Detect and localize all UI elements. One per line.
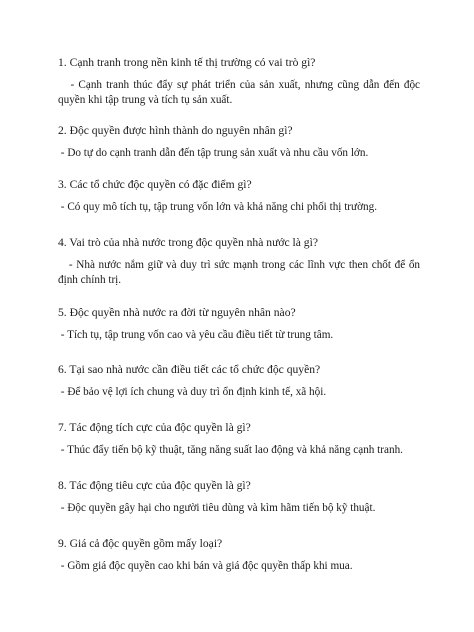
qa-item-7 bbox=[58, 421, 420, 458]
question-2: 2. Độc quyền được hình thành do nguyên nhân gì? bbox=[58, 124, 293, 137]
qa-item-3 bbox=[58, 178, 420, 215]
answer-1: - Cạnh tranh thúc đẩy sự phát triển của sản xuất, nhưng cũng dẫn đến độc quyền khi tập trung và tích tụ sản xuất. bbox=[58, 79, 423, 106]
qa-item-4 bbox=[58, 236, 423, 287]
question-3: 3. Các tổ chức độc quyền có đặc điểm gì? bbox=[58, 178, 252, 191]
qa-item-9 bbox=[58, 537, 420, 574]
qa-item-5 bbox=[58, 306, 420, 343]
question-1: 1. Cạnh tranh trong nền kinh tế thị trường có vai trò gì? bbox=[58, 56, 316, 69]
answer-5: - Tích tụ, tập trung vốn cao và yêu cầu điều tiết từ trung tâm. bbox=[58, 329, 334, 341]
answer-3: - Có quy mô tích tụ, tập trung vốn lớn và khả năng chi phối thị trường. bbox=[58, 201, 377, 213]
question-8: 8. Tác động tiêu cực của độc quyền là gì? bbox=[58, 479, 251, 492]
question-5: 5. Độc quyền nhà nước ra đời từ nguyên nhân nào? bbox=[58, 306, 296, 319]
question-6: 6. Tại sao nhà nước cần điều tiết các tổ chức độc quyền? bbox=[58, 363, 321, 376]
answer-7: - Thúc đẩy tiến bộ kỹ thuật, tăng năng suất lao động và khả năng cạnh tranh. bbox=[58, 444, 403, 456]
qa-item-1 bbox=[58, 56, 423, 107]
qa-item-6 bbox=[58, 363, 420, 400]
answer-6: - Để bảo vệ lợi ích chung và duy trì ổn định kinh tế, xã hội. bbox=[58, 386, 327, 398]
answer-9: - Gồm giá độc quyền cao khi bán và giá độc quyền thấp khi mua. bbox=[58, 560, 353, 572]
question-9: 9. Giá cả độc quyền gồm mấy loại? bbox=[58, 537, 223, 550]
answer-4: - Nhà nước nắm giữ và duy trì sức mạnh trong các lĩnh vực then chốt để ổn định chính trị. bbox=[58, 259, 423, 286]
answer-2: - Do tự do cạnh tranh dẫn đến tập trung sản xuất và nhu cầu vốn lớn. bbox=[58, 147, 369, 159]
question-4: 4. Vai trò của nhà nước trong độc quyền nhà nước là gì? bbox=[58, 236, 318, 249]
qa-item-2 bbox=[58, 124, 420, 161]
answer-8: - Độc quyền gây hại cho người tiêu dùng và kìm hãm tiến bộ kỹ thuật. bbox=[58, 502, 376, 514]
question-7: 7. Tác động tích cực của độc quyền là gì? bbox=[58, 421, 251, 434]
qa-item-8 bbox=[58, 479, 420, 516]
